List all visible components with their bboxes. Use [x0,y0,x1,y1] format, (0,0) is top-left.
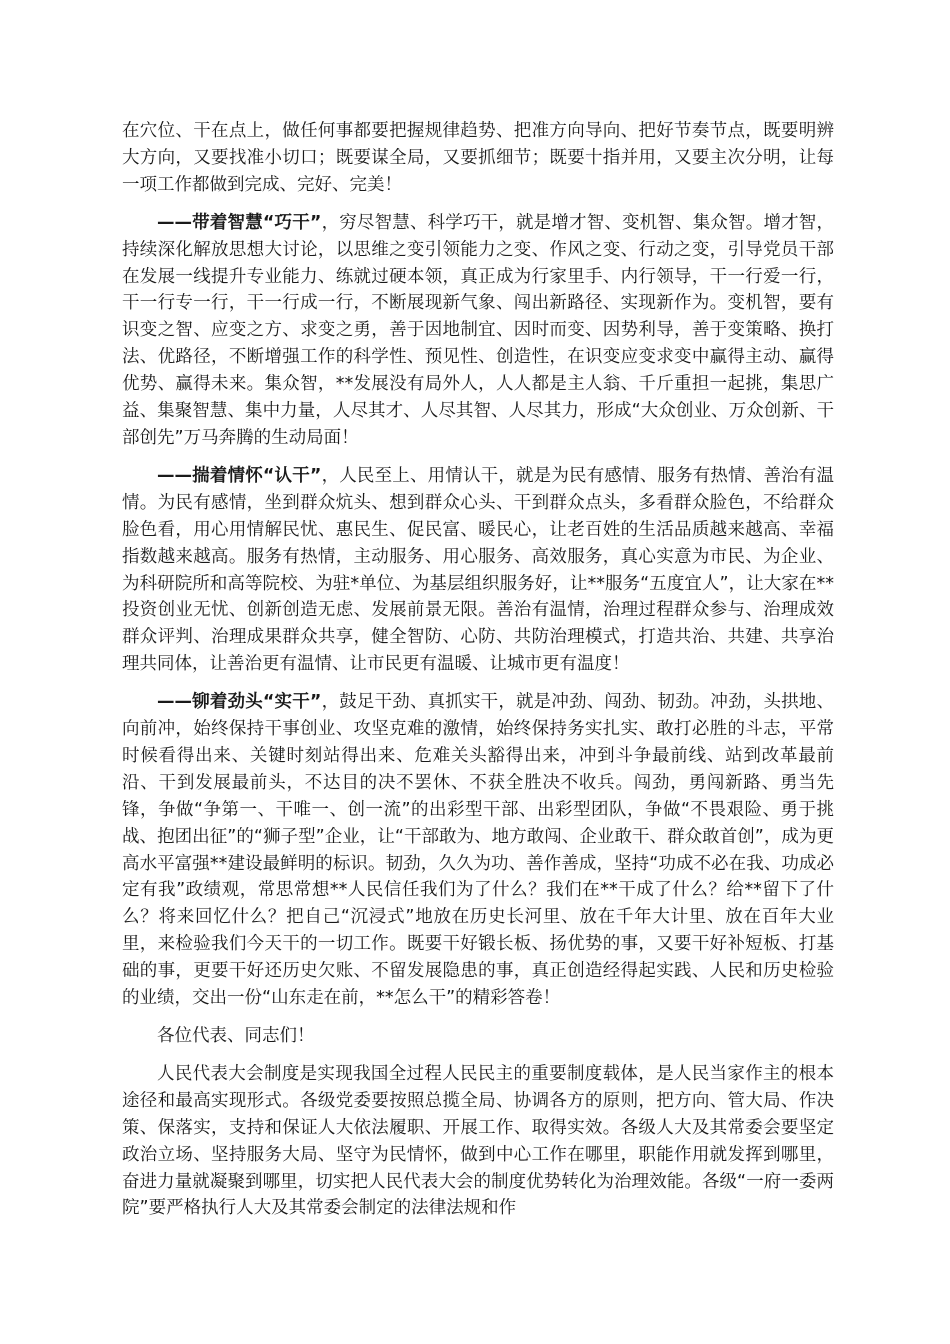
paragraph-lead: ——揣着情怀“认干” [157,465,322,486]
paragraph-text: 人民代表大会制度是实现我国全过程人民民主的重要制度载体，是人民当家作主的根本途径和最高实现形式。各级党委要按照总揽全局、协调各方的原则，把方向、管大局、作决策、保落实，支持和保证人大依法履职、开展工作、取得实效。各级人大及其常委会要坚定政治立场、坚持服务大局、坚守为民情怀，做到中心工作在哪里，职能作用就发挥到哪里，奋进力量就凝聚到哪里，切实把人民代表大会的制度优势转化为治理效能。各级“一府一委两院”要严格执行人大及其常委会制定的法律法规和作 [122,1063,834,1219]
paragraph-wisdom [122,210,834,452]
paragraph-vigor [122,689,834,1012]
paragraph-text: ，穷尽智慧、科学巧干，就是增才智、变机智、集众智。增才智，持续深化解放思想大讨论，以思维之变引领能力之变、作风之变、行动之变，引导党员干部在发展一线提升专业能力、练就过硬本领，真正成为行家里手、内行领导，干一行爱一行，干一行专一行，干一行成一行，不断展现新气象、闯出新路径、实现新作为。变机智，要有识变之智、应变之方、求变之勇，善于因地制宜、因时而变、因势利导，善于变策略、换打法、优路径，不断增强工作的科学性、预见性、创造性，在识变应变求变中赢得主动、赢得优势、赢得未来。集众智，**发展没有局外人，人人都是主人翁、千斤重担一起挑，集思广益、集聚智慧、集中力量，人尽其才、人尽其智、人尽其力，形成“大众创业、万众创新、干部创先”万马奔腾的生动局面！ [122,212,834,448]
paragraph-feelings [122,463,834,678]
paragraph-text: ，鼓足干劲、真抓实干，就是冲劲、闯劲、韧劲。冲劲，头拱地、向前冲，始终保持干事创业、攻坚克难的激情，始终保持务实扎实、敢打必胜的斗志，平常时候看得出来、关键时刻站得出来、危难关头豁得出来，冲到斗争最前线、站到改革最前沿、干到发展最前头，不达目的决不罢休、不获全胜决不收兵。闯劲，勇闯新路、勇当先锋，争做“争第一、干唯一、创一流”的出彩型干部、出彩型团队，争做“不畏艰险、勇于挑战、抱团出征”的“狮子型”企业，让“干部敢为、地方敢闯、企业敢干、群众敢首创”，成为更高水平富强**建设最鲜明的标识。韧劲，久久为功、善作善成，坚持“功成不必在我、功成必定有我”政绩观，常思常想**人民信任我们为了什么？我们在**干成了什么？给**留下了什么？将来回忆什么？把自己“沉浸式”地放在历史长河里、放在千年大计里、放在百年大业里，来检验我们今天干的一切工作。既要干好锻长板、扬优势的事，又要干好补短板、打基础的事，更要干好还历史欠账、不留发展隐患的事，真正创造经得起实践、人民和历史检验的业绩，交出一份“山东走在前，**怎么干”的精彩答卷！ [122,692,834,1009]
paragraph-lead: ——带着智慧“巧干” [157,212,322,233]
paragraph-lead: ——铆着劲头“实干” [157,692,322,713]
document-page [122,118,834,1233]
paragraph-text: 在穴位、干在点上，做任何事都要把握规律趋势、把准方向导向、把好节奏节点，既要明辨大方向，又要找准小切口；既要谋全局，又要抓细节；既要十指并用，又要主次分明，让每一项工作都做到完成、完好、完美！ [122,121,834,195]
paragraph-text: 各位代表、同志们！ [157,1026,315,1046]
paragraph-text: ，人民至上、用情认干，就是为民有感情、服务有热情、善治有温情。为民有感情，坐到群众炕头、想到群众心头、干到群众点头，多看群众脸色，不给群众脸色看，用心用情解民忧、惠民生、促民富、暖民心，让老百姓的生活品质越来越高、幸福指数越来越高。服务有热情，主动服务、用心服务、高效服务，真心实意为市民、为企业、为科研院所和高等院校、为驻*单位、为基层组织服务好，让**服务“五度宜人”，让大家在**投资创业无忧、创新创造无虑、发展前景无限。善治有温情，治理过程群众参与、治理成效群众评判、治理成果群众共享，健全智防、心防、共防治理模式，打造共治、共建、共享治理共同体，让善治更有温情、让市民更有温暖、让城市更有温度！ [122,465,834,675]
paragraph-people-congress [122,1061,834,1222]
paragraph-salutation [122,1023,834,1050]
paragraph-continued-opening [122,118,834,199]
